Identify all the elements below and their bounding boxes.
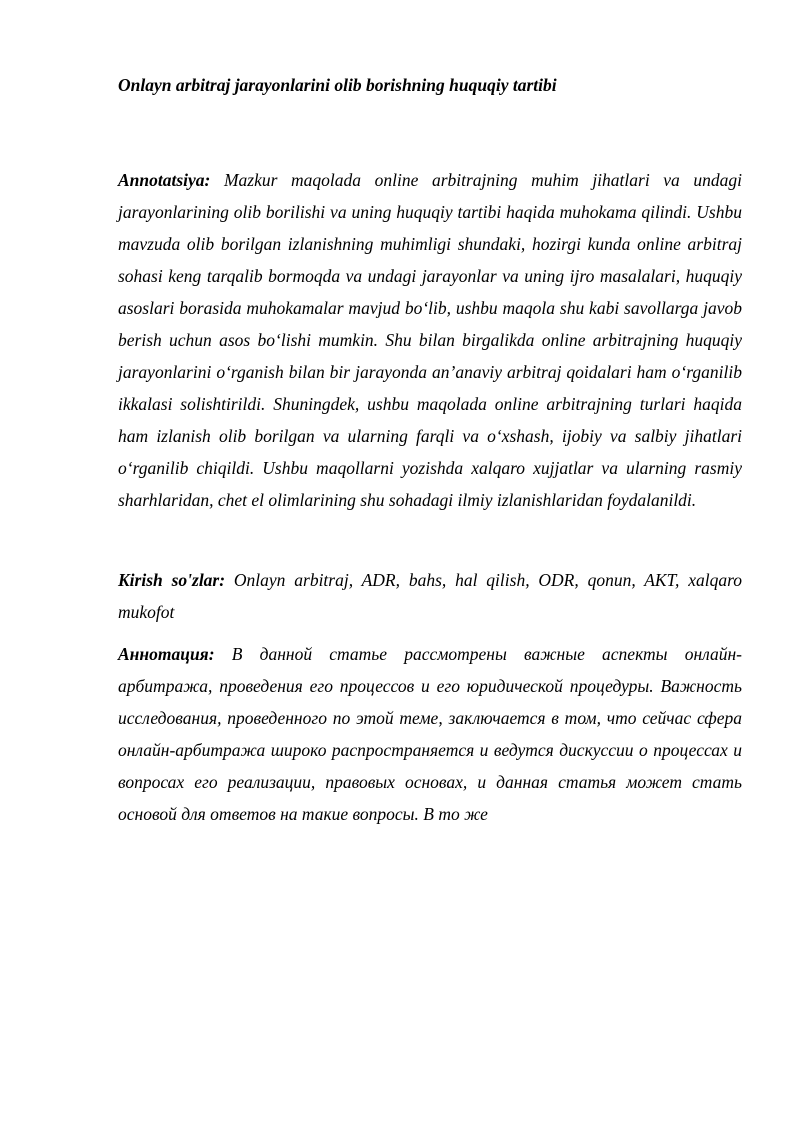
annotation-ru-label: Аннотация:: [118, 644, 215, 664]
annotation-ru-text: В данной статье рассмотрены важные аспекты онлайн-арбитража, проведения его процессов и его юридической процедуры. Важность исследования, проведенного по этой теме, заключается в том, что сейчас сфера онлайн-арбитража широко распространяется и ведутся дискуссии о процессах и вопросах его реализации, правовых основах, и данная статья может стать основой для ответов на такие вопросы. В то же: [118, 644, 742, 824]
annotation-uz-label: Annotatsiya:: [118, 170, 211, 190]
document-title: Onlayn arbitraj jarayonlarini olib borishning huquqiy tartibi: [118, 75, 557, 95]
keywords-text: Onlayn arbitraj, ADR, bahs, hal qilish, ODR, qonun, AKT, xalqaro mukofot: [118, 570, 743, 622]
keywords-paragraph: [118, 564, 742, 628]
keywords-label: Kirish so'zlar:: [118, 570, 226, 590]
annotation-ru-paragraph: [118, 638, 742, 830]
annotation-uz-text: Mazkur maqolada online arbitrajning muhim jihatlari va undagi jarayonlarining olib borilishi va uning huquqiy tartibi haqida muhokama qilindi. Ushbu mavzuda olib borilgan izlanishning muhimligi shundaki, hozirgi kunda online arbitraj sohasi keng tarqalib bormoqda va undagi jarayonlar va uning ijro masalalari, huquqiy asoslari borasida muhokamalar mavjud bo‘lib, ushbu maqola shu kabi savollarga javob berish uchun asos bo‘lishi mumkin. Shu bilan birgalikda online arbitrajning huquqiy jarayonlarini o‘rganish bilan bir jarayonda an’anaviy arbitraj qoidalari ham o‘rganilib ikkalasi solishtirildi. Shuningdek, ushbu maqolada online arbitrajning turlari haqida ham izlanish olib borilgan va ularning farqli va o‘xshash, ijobiy va salbiy jihatlari o‘rganilib chiqildi. Ushbu maqollarni yozishda xalqaro xujjatlar va ularning rasmiy sharhlaridan, chet el olimlarining shu sohadagi ilmiy izlanishlaridan foydalanildi.: [118, 170, 742, 510]
annotation-uz-paragraph: [118, 164, 742, 516]
